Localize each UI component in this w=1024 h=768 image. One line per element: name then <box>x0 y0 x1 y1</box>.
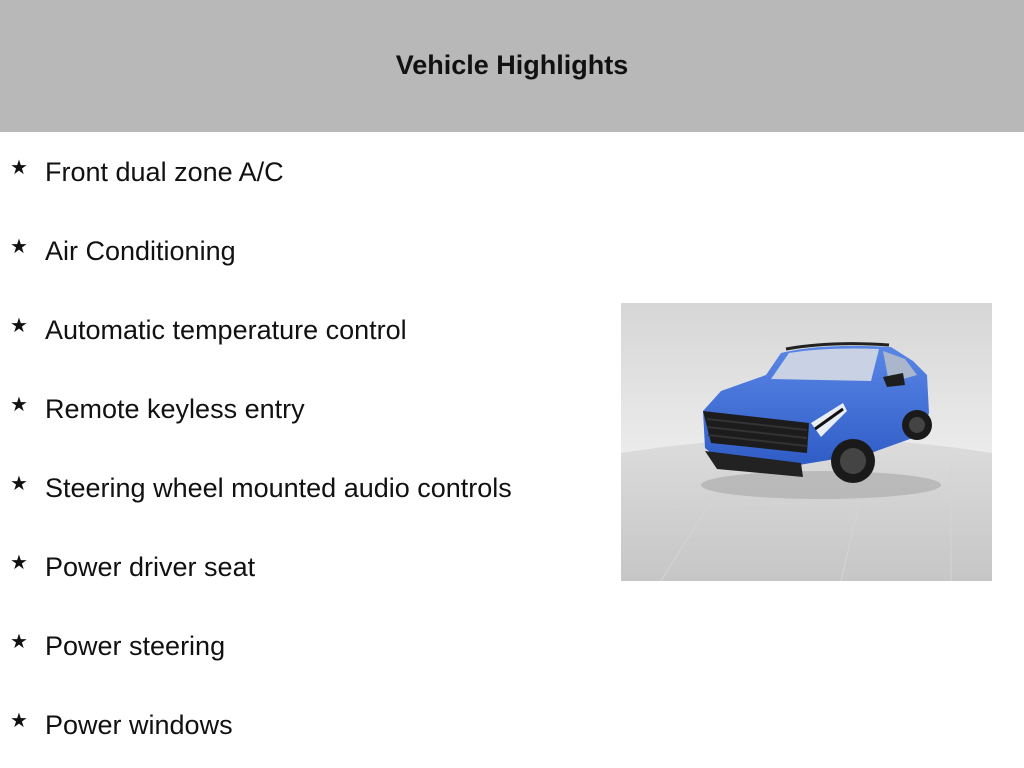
star-icon: ★ <box>10 236 28 258</box>
vehicle-photo <box>621 303 992 581</box>
star-icon: ★ <box>10 631 28 653</box>
feature-label: Steering wheel mounted audio controls <box>45 473 512 503</box>
feature-label: Power driver seat <box>45 552 256 582</box>
star-icon: ★ <box>10 157 28 179</box>
star-icon: ★ <box>10 552 28 574</box>
star-icon: ★ <box>10 315 28 337</box>
star-icon: ★ <box>10 394 28 416</box>
star-icon: ★ <box>10 473 28 495</box>
feature-label: Automatic temperature control <box>45 315 407 345</box>
header-bar <box>0 0 1024 132</box>
page-title: Vehicle Highlights <box>395 49 629 80</box>
feature-label: Power steering <box>45 631 226 661</box>
feature-label: Front dual zone A/C <box>45 157 284 187</box>
feature-label: Air Conditioning <box>45 236 236 266</box>
feature-label: Remote keyless entry <box>45 394 305 424</box>
star-icon: ★ <box>10 710 28 732</box>
vehicle-illustration <box>621 303 992 581</box>
feature-label: Power windows <box>45 710 233 740</box>
